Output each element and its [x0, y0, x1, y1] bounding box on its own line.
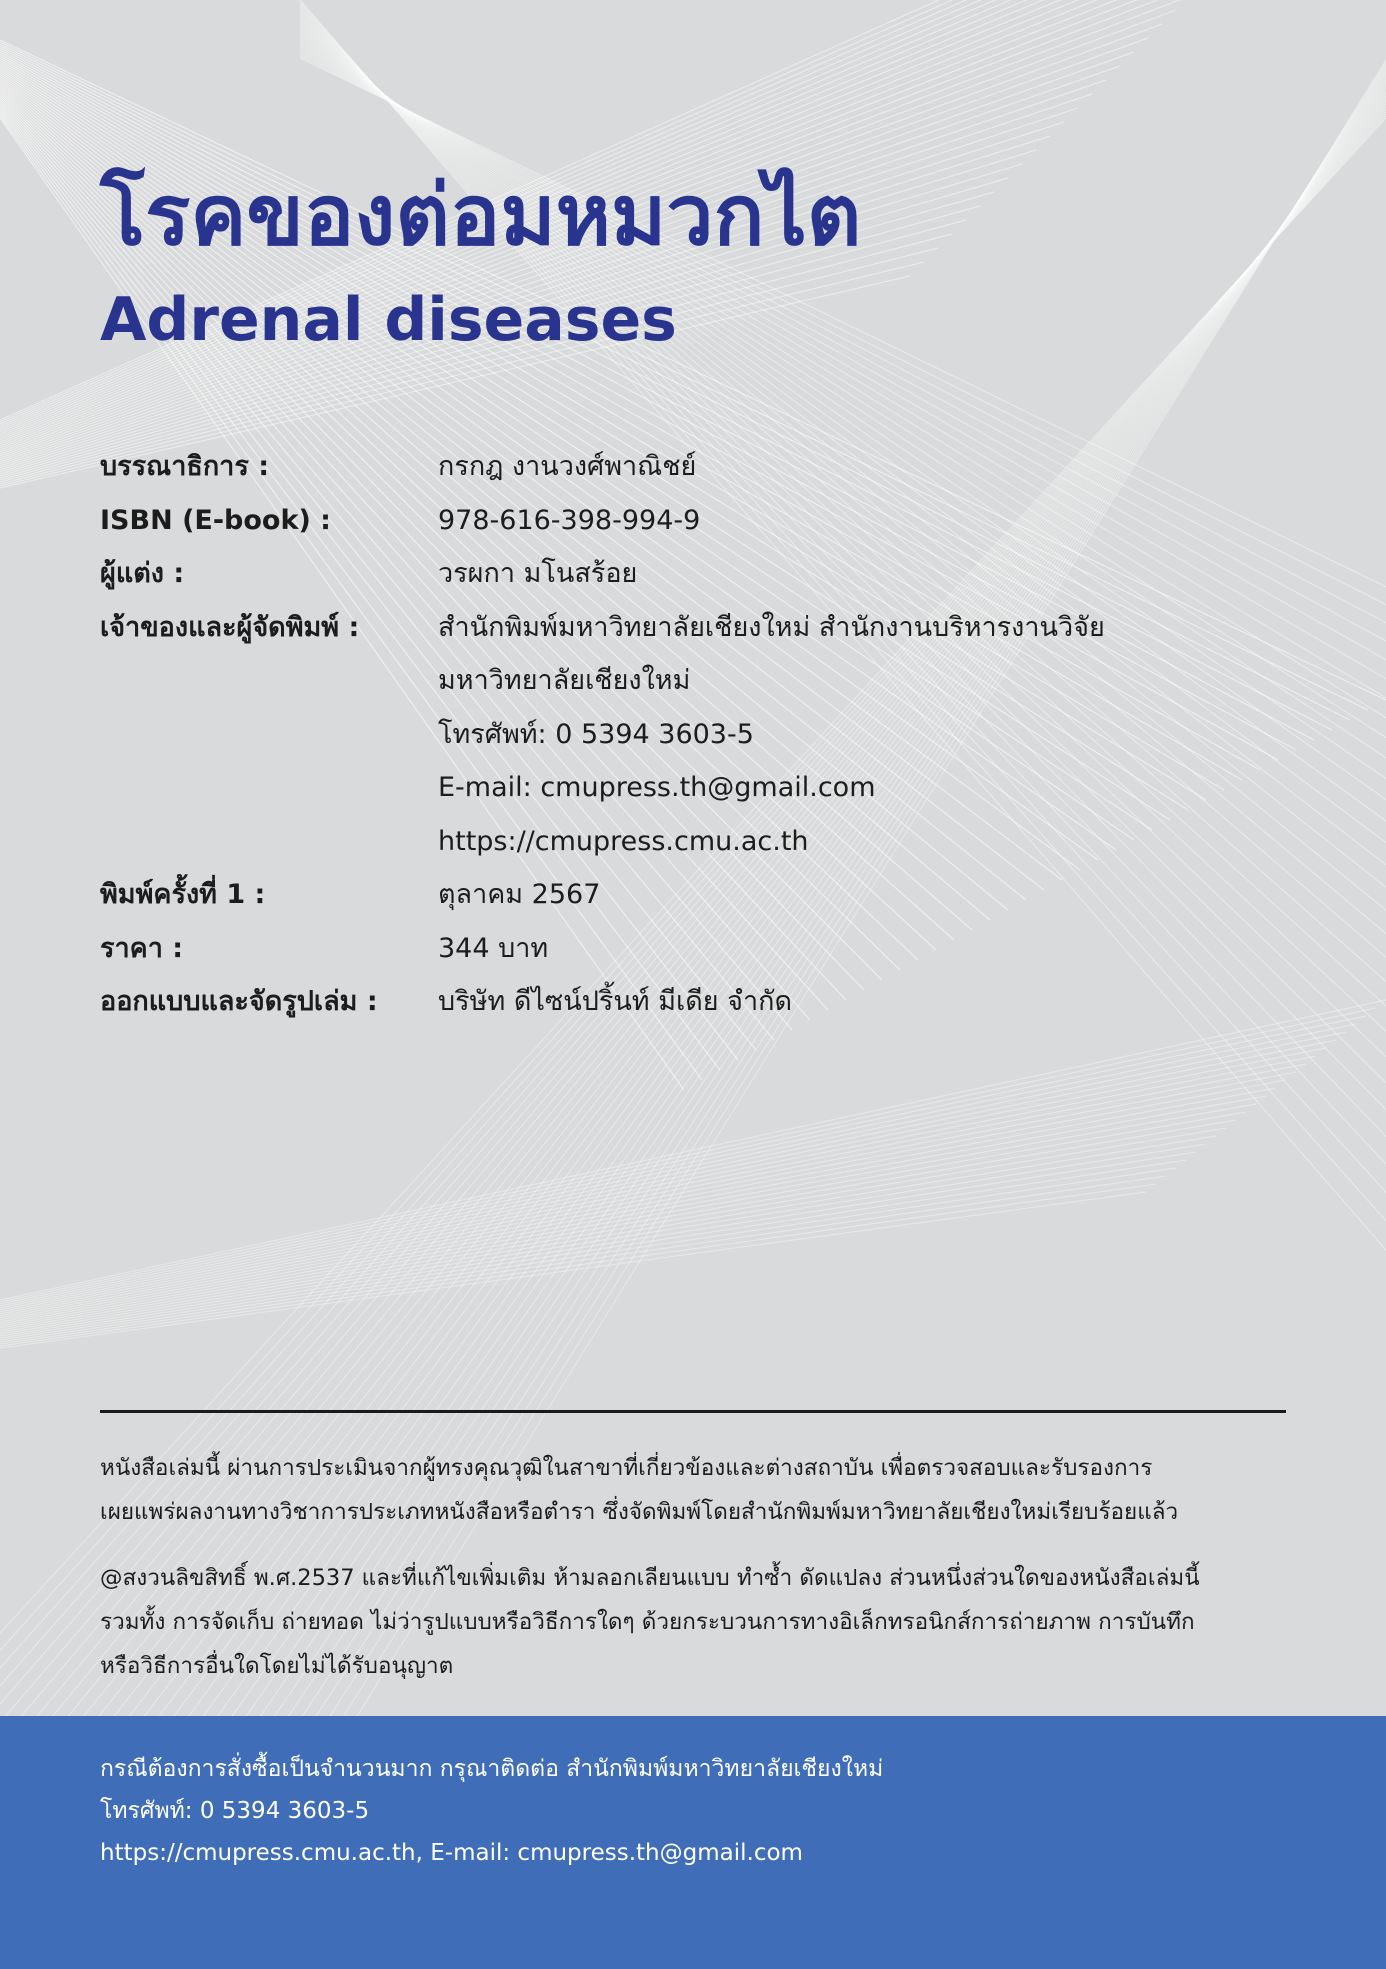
publisher-email: E-mail: cmupress.th@gmail.com [438, 772, 876, 803]
publisher-name: สำนักพิมพ์มหาวิทยาลัยเชียงใหม่ สำนักงานบริหารงานวิจัย [438, 611, 1105, 643]
footer-contact-text [100, 1748, 883, 1874]
info-row-publisher [100, 601, 1300, 869]
editor-value: กรกฎ งานวงศ์พาณิชย์ [438, 451, 697, 482]
divider-line [100, 1410, 1286, 1413]
footer-web-email-line: https://cmupress.cmu.ac.th, E-mail: cmupress.th@gmail.com [100, 1840, 803, 1866]
book-title-thai: โรคของต่อมหมวกไต [100, 166, 862, 264]
copyright-notice [100, 1556, 1286, 1688]
isbn-value: 978-616-398-994-9 [438, 504, 701, 536]
price-value: 344 บาท [438, 932, 549, 964]
notice-line: เผยแพร่ผลงานทางวิชาการประเภทหนังสือหรือตำรา ซึ่งจัดพิมพ์โดยสำนักพิมพ์มหาวิทยาลัยเชียงใหม่เรียบร้อยแล้ว [100, 1499, 1179, 1525]
peer-review-notice [100, 1446, 1286, 1534]
price-label: ราคา : [100, 932, 184, 964]
copyright-line: รวมทั้ง การจัดเก็บ ถ่ายทอด ไม่ว่ารูปแบบหรือวิธีการใดๆ ด้วยกระบวนการทางอิเล็กทรอนิกส์การถ่ายภาพ การบันทึก [100, 1609, 1195, 1635]
info-row-design [100, 975, 1300, 1029]
publisher-university: มหาวิทยาลัยเชียงใหม่ [438, 665, 691, 696]
publisher-label: เจ้าของและผู้จัดพิมพ์ : [100, 611, 360, 643]
edition-value: ตุลาคม 2567 [438, 879, 601, 910]
info-row-price [100, 922, 1300, 976]
author-value: วรผกา มโนสร้อย [438, 558, 638, 589]
info-row-isbn [100, 494, 1300, 548]
editor-label: บรรณาธิการ : [100, 451, 270, 482]
publication-info [100, 440, 1300, 1029]
footer-bulk-order-line: กรณีต้องการสั่งซื้อเป็นจำนวนมาก กรุณาติดต่อ สำนักพิมพ์มหาวิทยาลัยเชียงใหม่ [100, 1756, 884, 1782]
isbn-label: ISBN (E-book) : [100, 504, 331, 536]
book-title-english: Adrenal diseases [100, 285, 677, 355]
copyright-line: @สงวนลิขสิทธิ์ พ.ศ.2537 และที่แก้ไขเพิ่มเติม ห้ามลอกเลียนแบบ ทำซ้ำ ดัดแปลง ส่วนหนึ่งส่วนใดของหนังสือเล่มนี้ [100, 1565, 1200, 1591]
footer-contact-band [0, 1716, 1386, 1969]
copyright-line: หรือวิธีการอื่นใดโดยไม่ได้รับอนุญาต [100, 1653, 454, 1679]
info-row-edition [100, 868, 1300, 922]
notice-line: หนังสือเล่มนี้ ผ่านการประเมินจากผู้ทรงคุณวุฒิในสาขาที่เกี่ยวข้องและต่างสถาบัน เพื่อตรวจสอบและรับรองการ [100, 1455, 1153, 1481]
author-label: ผู้แต่ง : [100, 558, 185, 589]
publisher-website: https://cmupress.cmu.ac.th [438, 825, 809, 857]
design-label: ออกแบบและจัดรูปเล่ม : [100, 986, 378, 1017]
edition-label: พิมพ์ครั้งที่ 1 : [100, 879, 266, 910]
footer-phone-line: โทรศัพท์: 0 5394 3603-5 [100, 1798, 370, 1824]
publisher-phone: โทรศัพท์: 0 5394 3603-5 [438, 718, 754, 750]
info-row-author [100, 547, 1300, 601]
info-row-editor [100, 440, 1300, 494]
design-value: บริษัท ดีไซน์ปริ้นท์ มีเดีย จำกัด [438, 986, 793, 1017]
